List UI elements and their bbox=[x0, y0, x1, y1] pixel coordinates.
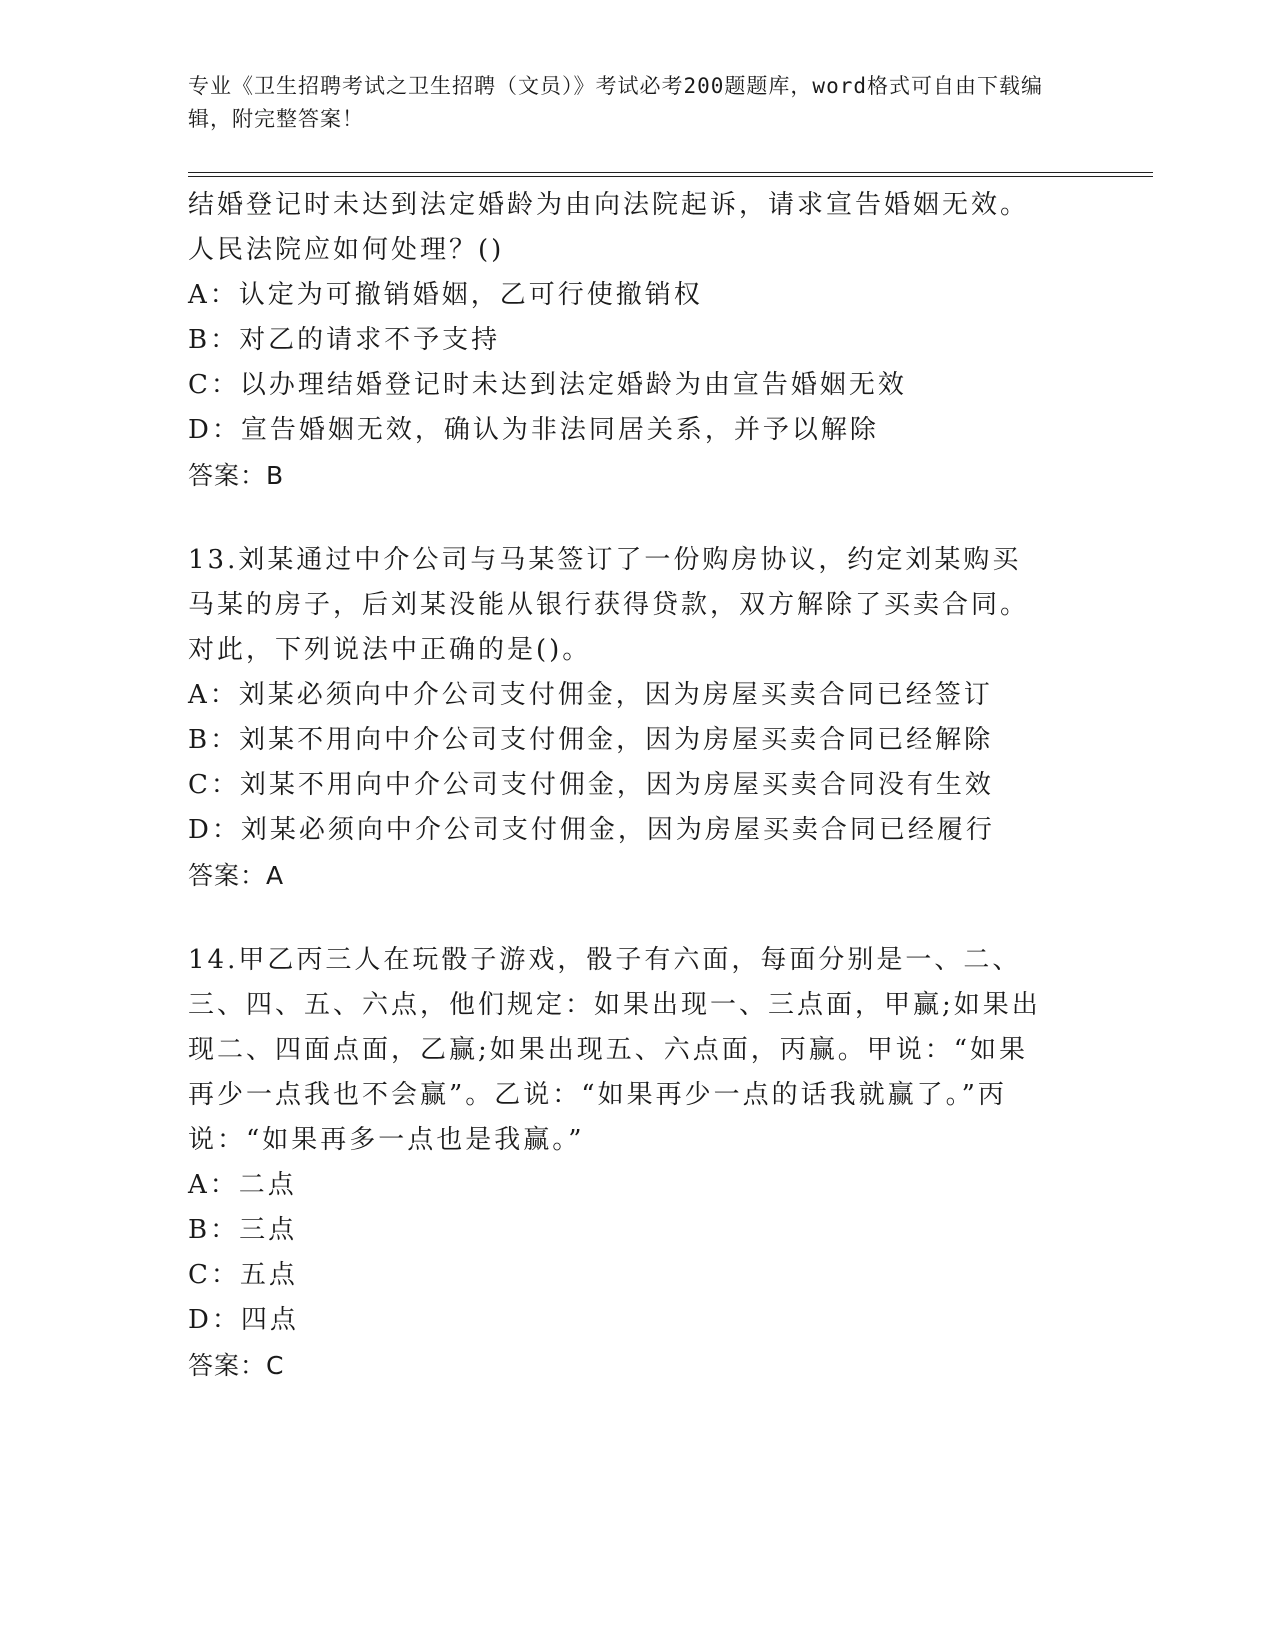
answer-line: 答案：A bbox=[188, 861, 285, 890]
question-item bbox=[188, 538, 1050, 898]
option-b: B：刘某不用向中介公司支付佣金，因为房屋买卖合同已经解除 bbox=[188, 725, 994, 755]
answer-line: 答案：B bbox=[188, 461, 285, 490]
option-b: B：对乙的请求不予支持 bbox=[188, 325, 501, 355]
option-d: D：宣告婚姻无效，确认为非法同居关系，并予以解除 bbox=[188, 415, 879, 445]
question-item bbox=[188, 938, 1050, 1388]
question-item bbox=[188, 183, 1038, 498]
option-a: A：认定为可撤销婚姻，乙可行使撤销权 bbox=[188, 280, 703, 310]
option-c: C：五点 bbox=[188, 1260, 298, 1290]
option-d: D：刘某必须向中介公司支付佣金，因为房屋买卖合同已经履行 bbox=[188, 815, 995, 845]
document-page bbox=[188, 70, 1148, 1388]
option-a: A：二点 bbox=[188, 1170, 297, 1200]
question-stem: 结婚登记时未达到法定婚龄为由向法院起诉，请求宣告婚姻无效。人民法院应如何处理？() bbox=[188, 190, 1030, 265]
option-b: B：三点 bbox=[188, 1215, 298, 1245]
option-c: C：刘某不用向中介公司支付佣金，因为房屋买卖合同没有生效 bbox=[188, 770, 994, 800]
question-list bbox=[188, 183, 1148, 1388]
question-stem: 13.刘某通过中介公司与马某签订了一份购房协议，约定刘某购买马某的房子，后刘某没能从银行获得贷款，双方解除了买卖合同。对此，下列说法中正确的是()。 bbox=[188, 545, 1030, 665]
header-divider bbox=[188, 172, 1153, 177]
option-d: D：四点 bbox=[188, 1305, 299, 1335]
question-stem: 14.甲乙丙三人在玩骰子游戏，骰子有六面，每面分别是一、二、三、四、五、六点，他们规定：如果出现一、三点面，甲赢;如果出现二、四面点面，乙赢;如果出现五、六点面，丙赢。甲说：“如果再少一点我也不会赢”。乙说：“如果再少一点的话我就赢了。”丙说：“如果再多一点也是我赢。” bbox=[188, 945, 1041, 1155]
option-a: A：刘某必须向中介公司支付佣金，因为房屋买卖合同已经签订 bbox=[188, 680, 993, 710]
option-c: C：以办理结婚登记时未达到法定婚龄为由宣告婚姻无效 bbox=[188, 370, 907, 400]
answer-line: 答案：C bbox=[188, 1351, 285, 1380]
document-header-title: 专业《卫生招聘考试之卫生招聘（文员）》考试必考200题题库，word格式可自由下载编辑，附完整答案！ bbox=[188, 74, 1043, 131]
